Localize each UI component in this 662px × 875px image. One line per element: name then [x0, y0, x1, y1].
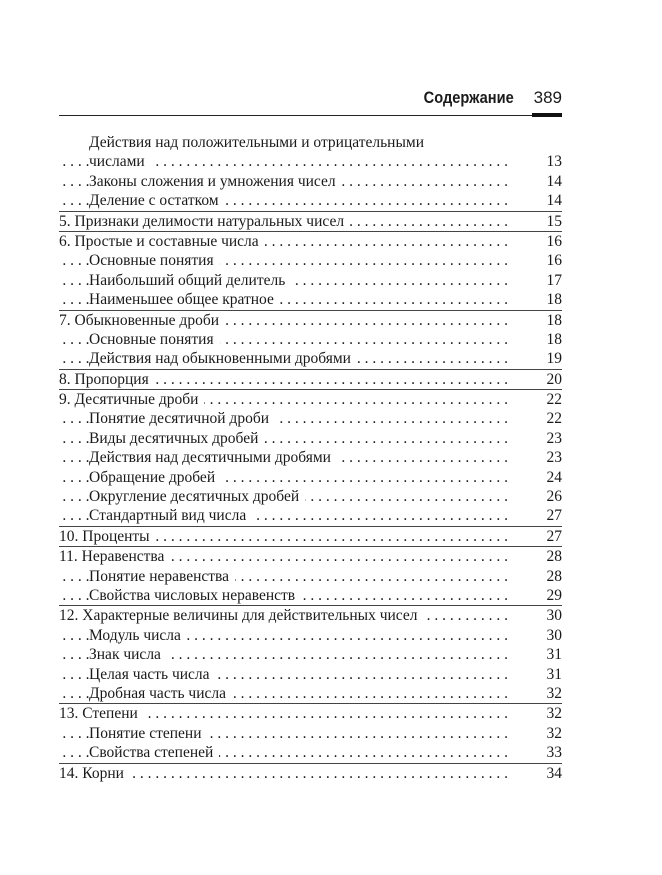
toc-entry-label: Модуль числа	[89, 627, 187, 644]
toc-entry-label: Действия над положительными и отрицательными	[89, 134, 430, 151]
toc-subentry[interactable]	[59, 724, 562, 743]
toc-entry-page: 26	[522, 487, 562, 506]
toc-entry-page: 31	[522, 645, 562, 664]
running-header	[59, 88, 562, 110]
toc-subentry[interactable]	[59, 409, 562, 428]
toc-subentry[interactable]	[59, 429, 562, 448]
toc-entry-page: 32	[522, 704, 562, 723]
toc-entry-label: 13. Степени	[59, 705, 144, 722]
header-page-number: 389	[533, 88, 562, 107]
toc-subentry[interactable]	[59, 665, 562, 684]
toc-entry-page: 30	[522, 626, 562, 645]
toc-entry-label: 12. Характерные величины для действительных чисел	[59, 607, 423, 624]
toc-entry-label: Законы сложения и умножения чисел	[89, 173, 342, 190]
toc-entry-page: 22	[522, 390, 562, 409]
toc-entry-page: 29	[522, 586, 562, 605]
toc-subentry[interactable]	[59, 506, 562, 525]
toc-entry-page: 17	[522, 271, 562, 290]
toc-subentry[interactable]	[59, 743, 562, 762]
toc-subentry[interactable]	[59, 290, 562, 309]
toc-entry-page: 14	[522, 172, 562, 191]
toc-entry-page: 27	[522, 527, 562, 546]
toc-entry-page: 14	[522, 191, 562, 210]
toc-entry-page: 32	[522, 684, 562, 703]
toc-entry-page: 16	[522, 251, 562, 270]
toc-entry-page: 31	[522, 665, 562, 684]
toc-subentry[interactable]	[59, 330, 562, 349]
toc-entry-label: Понятие неравенства	[89, 568, 235, 585]
toc-entry-label: Деление с остатком	[89, 192, 225, 209]
toc-subentry[interactable]	[59, 271, 562, 290]
toc-subentry[interactable]	[59, 468, 562, 487]
header-rule	[59, 115, 533, 116]
toc-entry-page: 23	[522, 429, 562, 448]
toc-entry-page: 18	[522, 330, 562, 349]
toc-entry[interactable]	[59, 704, 562, 723]
toc-entry-page: 18	[522, 290, 562, 309]
toc-entry-page: 27	[522, 506, 562, 525]
toc-entry-label: Целая часть числа	[89, 666, 216, 683]
toc-subentry[interactable]	[59, 251, 562, 270]
toc-subentry[interactable]	[59, 191, 562, 210]
toc-entry-label: 11. Неравенства	[59, 548, 170, 565]
toc-entry-label: Виды десятичных дробей	[89, 430, 264, 447]
toc-entry[interactable]	[59, 370, 562, 389]
toc-entry-label: Знак числа	[89, 646, 167, 663]
toc-entry-page: 22	[522, 409, 562, 428]
toc-entry-label: Обращение дробей	[89, 469, 221, 486]
toc-subentry[interactable]	[59, 172, 562, 191]
toc-entry-label: Понятие десятичной дроби	[89, 410, 275, 427]
toc-entry-label: 7. Обыкновенные дроби	[59, 312, 225, 329]
toc-subentry[interactable]	[59, 487, 562, 506]
toc-entry-page: 23	[522, 448, 562, 467]
toc-entry-label: 14. Корни	[59, 765, 130, 782]
toc-entry-label: Наибольший общий делитель	[89, 272, 291, 289]
toc-entry-page: 20	[522, 370, 562, 389]
header-title: Содержание	[423, 88, 514, 107]
toc-entry-page: 28	[522, 547, 562, 566]
toc-entry-label: числами	[89, 153, 151, 170]
toc-entry[interactable]	[59, 527, 562, 546]
toc-entry[interactable]	[59, 311, 562, 330]
toc-entry-label: Дробная часть числа	[89, 685, 232, 702]
toc-subentry[interactable]	[59, 567, 562, 586]
toc-subentry[interactable]	[59, 684, 562, 703]
toc-entry-page: 30	[522, 606, 562, 625]
toc-entry-label: Свойства степеней	[89, 744, 219, 761]
header-rule-accent	[532, 113, 562, 117]
toc-entry-label: Наименьшее общее кратное	[89, 291, 280, 308]
toc-entry[interactable]	[59, 232, 562, 251]
toc-entry[interactable]	[59, 764, 562, 783]
toc-subentry[interactable]	[59, 626, 562, 645]
toc-entry-page: 19	[522, 349, 562, 368]
table-of-contents	[59, 133, 562, 783]
toc-subentry[interactable]	[59, 448, 562, 467]
toc-entry-label: Понятие степени	[89, 725, 208, 742]
toc-entry[interactable]	[59, 547, 562, 566]
toc-entry[interactable]	[59, 606, 562, 625]
toc-entry-label: Действия над десятичными дробями	[89, 449, 337, 466]
toc-entry-label: 9. Десятичные дроби	[59, 391, 204, 408]
toc-entry-label: 5. Признаки делимости натуральных чисел	[59, 213, 350, 230]
toc-entry-page: 24	[522, 468, 562, 487]
toc-entry-page: 16	[522, 232, 562, 251]
toc-subentry[interactable]	[59, 586, 562, 605]
toc-entry-page: 13	[522, 152, 562, 171]
toc-entry-label: Действия над обыкновенными дробями	[89, 350, 357, 367]
toc-entry-page: 28	[522, 567, 562, 586]
toc-entry-label: Округление десятичных дробей	[89, 488, 305, 505]
toc-entry-label: 10. Проценты	[59, 528, 156, 545]
toc-entry-page: 34	[522, 764, 562, 783]
toc-subentry[interactable]	[59, 133, 562, 152]
toc-entry-page: 18	[522, 311, 562, 330]
toc-subentry[interactable]	[59, 152, 562, 171]
toc-entry-page: 33	[522, 743, 562, 762]
toc-entry-page: 32	[522, 724, 562, 743]
toc-entry-label: Основные понятия	[89, 252, 220, 269]
toc-entry-label: 8. Пропорция	[59, 371, 155, 388]
toc-entry-label: 6. Простые и составные числа	[59, 233, 265, 250]
toc-entry-label: Стандартный вид числа	[89, 507, 252, 524]
toc-entry-label: Основные понятия	[89, 331, 220, 348]
toc-entry-page: 15	[522, 212, 562, 231]
toc-entry-label: Свойства числовых неравенств	[89, 587, 301, 604]
toc-subentry[interactable]	[59, 645, 562, 664]
toc-subentry[interactable]	[59, 349, 562, 368]
toc-entry[interactable]	[59, 390, 562, 409]
toc-entry[interactable]	[59, 212, 562, 231]
